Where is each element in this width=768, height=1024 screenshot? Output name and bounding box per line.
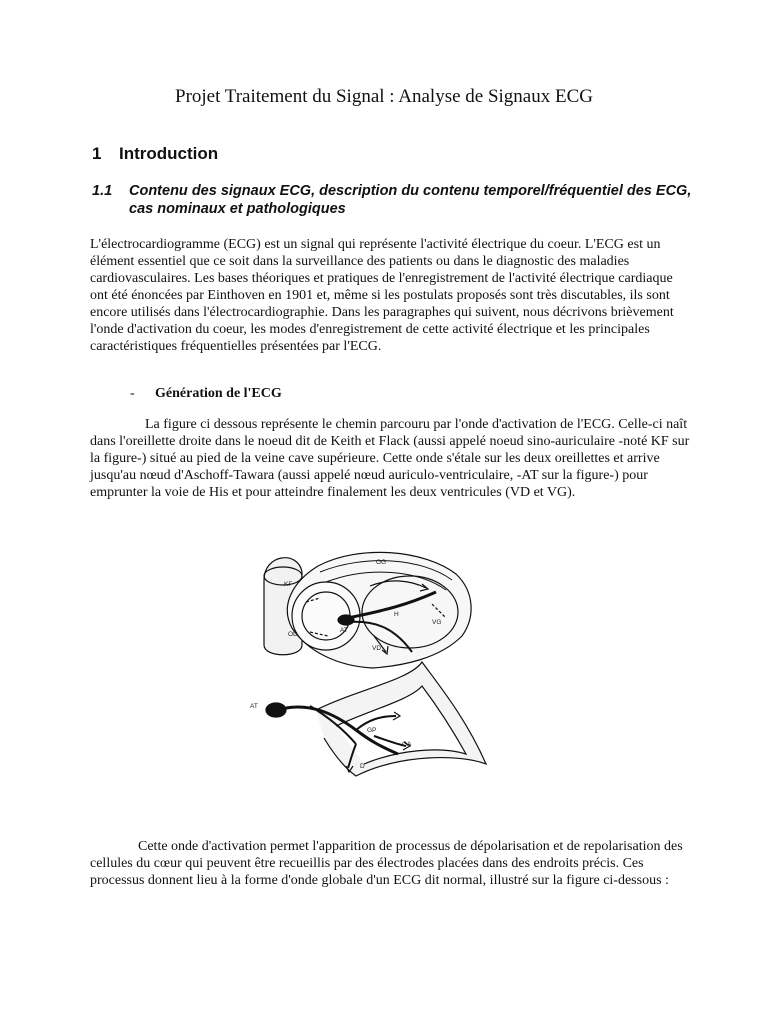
subsection-heading [92,182,692,218]
label-ga: GA [402,741,412,748]
section-number: 1 [92,144,102,163]
label-od: OD [288,631,298,638]
depolarisation-paragraph: Cette onde d'activation permet l'apparition de processus de dépolarisation et de repolarisation des cellules du cœur qui peuvent être recueillis par des électrodes placées dans des endroits précis. Ces processus donnent lieu à la forme d'onde globale d'un ECG dit normal, illustré sur la figure ci-dessous : [90,839,683,888]
label-d: D [360,763,365,770]
label-at-top: AT [340,627,348,634]
bullet-marker: - [130,386,135,401]
subsection-title: Contenu des signaux ECG, description du contenu temporel/fréquentiel des ECG, cas nominaux et pathologiques [129,183,692,217]
page-title: Projet Traitement du Signal : Analyse de Signaux ECG [175,86,593,107]
section-title: Introduction [119,144,219,163]
bullet-item [130,386,282,402]
label-vg: VG [432,619,442,626]
label-vd: VD [372,645,382,652]
bullet-text: Génération de l'ECG [155,386,282,401]
label-h: H [394,611,399,618]
label-og: OG [376,559,387,566]
subsection-number: 1.1 [92,183,113,199]
heart-conduction-illustration [160,540,605,802]
label-at-bottom: AT [250,703,258,710]
activation-paragraph: La figure ci dessous représente le chemin parcouru par l'onde d'activation de l'ECG. Celle-ci naît dans l'oreillette droite dans le noeud dit de Keith et Flack (aussi appelé noeud sino-auriculaire -noté KF sur la figure-) situé au pied de la veine cave supérieure. Cette onde s'étale sur les deux oreillettes et arrive jusqu'au nœud d'Aschoff-Tawara (aussi appelé nœud auriculo-ventriculaire, -AT sur la figure-) pour emprunter la voie de His et pour atteindre finalement les deux ventricules (VD et VG). [90,417,690,500]
label-kf: KF [284,581,293,588]
heart-conduction-figure [160,540,605,802]
intro-paragraph: L'électrocardiogramme (ECG) est un signal qui représente l'activité électrique du coeur. L'ECG est un élément essentiel que ce soit dans la surveillance des patients ou dans le diagnostic des maladies cardiovasculaires. Les bases théoriques et pratiques de l'enregistrement de l'activité électrique cardiaque ont été énoncées par Einthoven en 1901 et, même si les postulats proposés sont très discutables, ils sont encore utilisés dans l'électrocardiographie. Dans les paragraphes qui suivent, nous décrivons brièvement l'onde d'activation du coeur, les modes d'enregistrement de cette activité électrique et les principales caractéristiques fréquentielles présentées par l'ECG. [90,237,674,354]
label-gp: GP [367,727,377,734]
section-heading [92,144,218,164]
